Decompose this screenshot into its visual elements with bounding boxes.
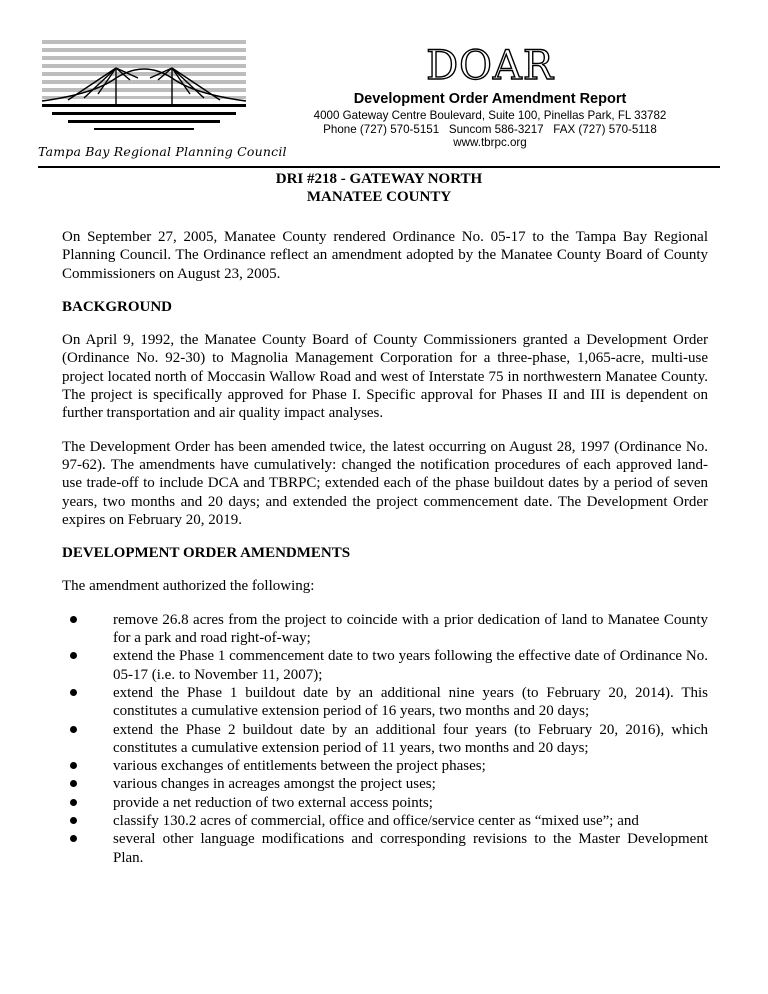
tbrpc-logo xyxy=(38,38,287,168)
list-item: extend the Phase 1 buildout date by an additional nine years (to February 20, 2014). This constitutes a cumulative extension period of 16 years, two months and 20 days; xyxy=(62,684,708,721)
amendment-list xyxy=(62,611,708,867)
background-heading: BACKGROUND xyxy=(62,298,173,315)
report-body xyxy=(62,228,708,867)
bridge-logo-icon xyxy=(38,38,250,142)
list-item: provide a net reduction of two external access points; xyxy=(62,794,708,812)
amendments-heading: DEVELOPMENT ORDER AMENDMENTS xyxy=(62,545,351,562)
list-item: classify 130.2 acres of commercial, office and office/service center as “mixed use”; and xyxy=(62,812,708,830)
address-line: 4000 Gateway Centre Boulevard, Suite 100, Pinellas Park, FL 33782 xyxy=(313,109,667,122)
report-subtitle: Development Order Amendment Report xyxy=(353,91,627,107)
list-item: extend the Phase 1 commencement date to two years following the effective date of Ordinance No. 05-17 (i.e. to November 11, 2007); xyxy=(62,647,708,684)
masthead xyxy=(268,44,712,150)
list-item: various changes in acreages amongst the project uses; xyxy=(62,775,708,793)
report-title: DOAR xyxy=(426,43,554,89)
intro-paragraph: On September 27, 2005, Manatee County rendered Ordinance No. 05-17 to the Tampa Bay Regional Planning Council. The Ordinance reflect an amendment adopted by the Manatee County Board of County Commissioners on August 23, 2005. xyxy=(62,229,708,282)
list-item: remove 26.8 acres from the project to coincide with a prior dedication of land to Manatee County for a park and road right-of-way; xyxy=(62,611,708,648)
document-header xyxy=(38,170,720,206)
list-item: extend the Phase 2 buildout date by an additional four years (to February 20, 2016), which constitutes a cumulative extension period of 11 years, two months and 20 days; xyxy=(62,721,708,758)
contact-block xyxy=(268,109,712,150)
phone-line: Phone (727) 570-5151 Suncom 586-3217 FAX (727) 570-5118 xyxy=(323,122,657,136)
amendments-lead: The amendment authorized the following: xyxy=(62,578,315,595)
header-divider xyxy=(38,166,720,168)
list-item: various exchanges of entitlements between the project phases; xyxy=(62,757,708,775)
background-paragraph-2: The Development Order has been amended twice, the latest occurring on August 28, 1997 (Ordinance No. 97-62). The amendments have cumulatively: changed the notification procedures of each approved land-use trade-off to include DCA and TBRPC; extended each of the phase buildout dates by a period of seven years, two months and 20 days; and extended the project commencement date. The Development Order expires on February 20, 2019. xyxy=(62,438,708,528)
website-link[interactable]: www.tbrpc.org xyxy=(453,136,527,149)
county-title: MANATEE COUNTY xyxy=(306,189,452,205)
council-name: Tampa Bay Regional Planning Council xyxy=(38,144,287,159)
list-item: several other language modifications and corresponding revisions to the Master Development Plan. xyxy=(62,830,708,867)
background-paragraph-1: On April 9, 1992, the Manatee County Board of County Commissioners granted a Development Order (Ordinance No. 92-30) to Magnolia Management Corporation for a three-phase, 1,065-acre, multi-use project located north of Moccasin Wallow Road and west of Interstate 75 in northwestern Manatee County. The project is specifically approved for Phase I. Specific approval for Phases II and III is dependent on further transportation and air quality impact analyses. xyxy=(62,332,708,422)
dri-title: DRI #218 - GATEWAY NORTH xyxy=(275,171,483,187)
